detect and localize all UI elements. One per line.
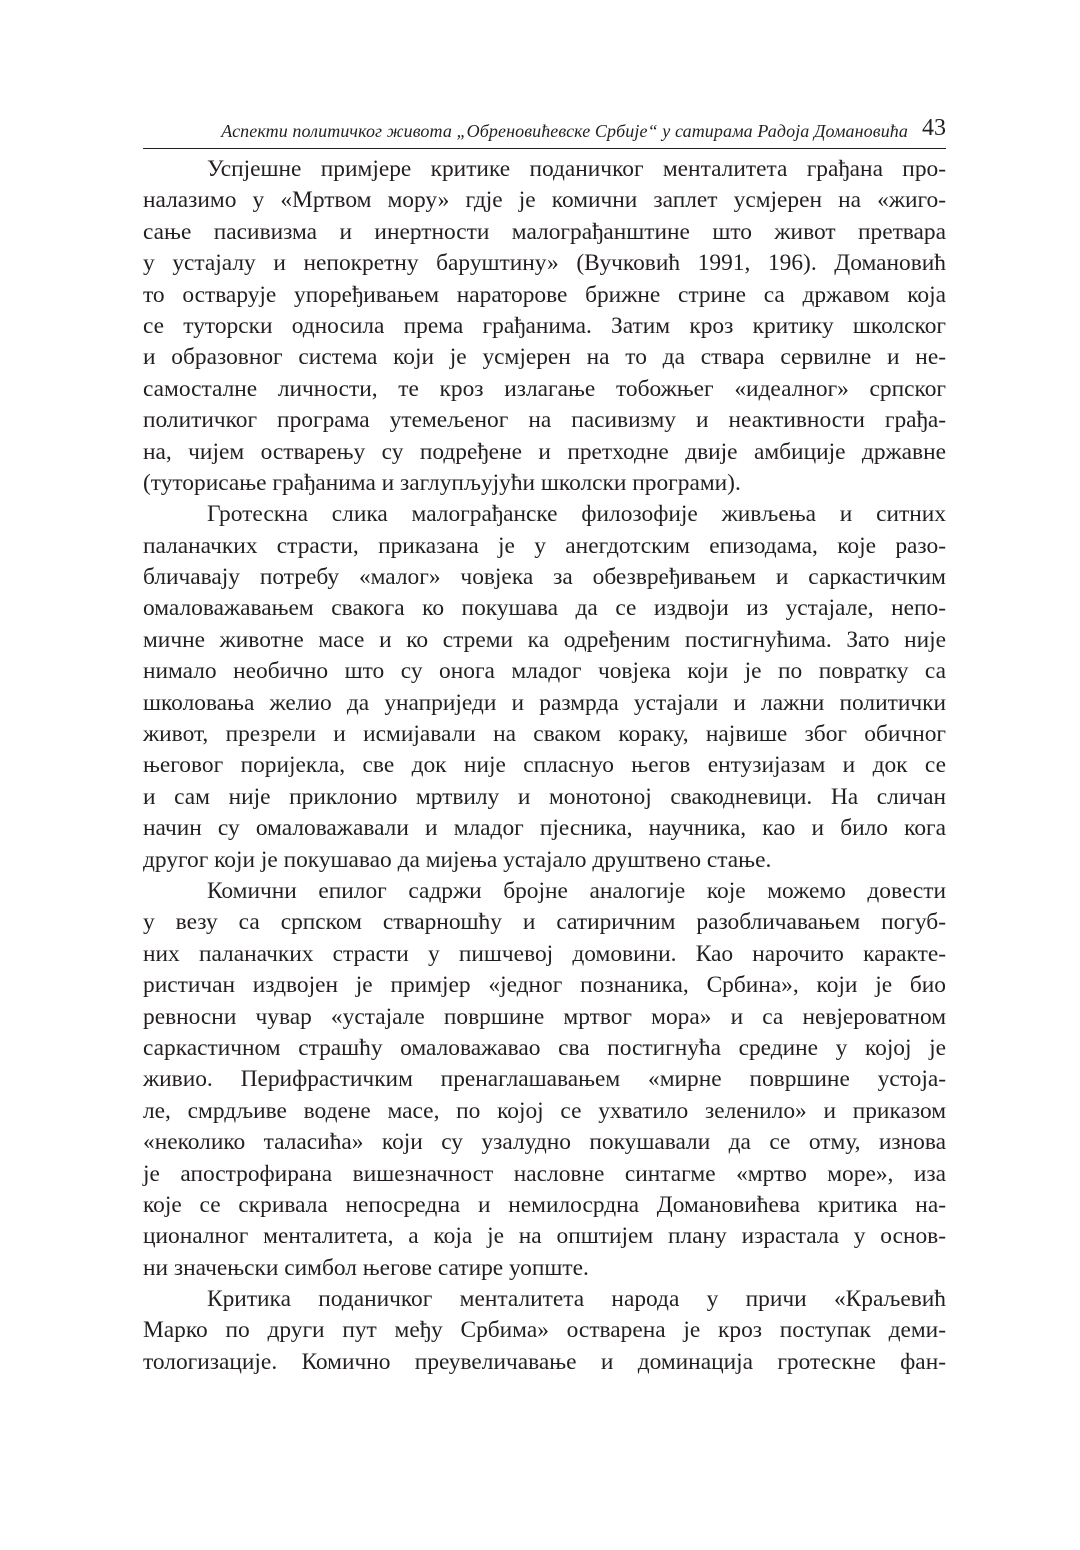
text-line: Марко по други пут међу Србима» остварена је кроз поступак деми- (143, 1317, 946, 1344)
text-line: на, чијем остварењу су подређене и претходне двије амбиције државне (143, 438, 946, 465)
text-line: његовог поријекла, све док није спласнуо његов ентузијазам и док се (143, 752, 946, 779)
text-line: то остварује упоређивањем нараторове брижне стрине са државом која (143, 281, 946, 308)
text-line: ристичан издвојен је примјер «једног познаника, Србина», који је био (143, 972, 946, 999)
text-line: ни значењски симбол његове сатире уопште. (143, 1254, 589, 1281)
paragraph-3 (143, 876, 946, 1284)
text-line: тологизације. Комично преувеличавање и доминација гротескне фан- (143, 1348, 946, 1375)
paragraph-2 (143, 499, 946, 876)
text-line: омаловажавањем свакога ко покушава да се издвоји из устајале, непо- (143, 595, 946, 622)
text-line: живио. Перифрастичким пренаглашавањем «мирне површине устоја- (143, 1066, 946, 1093)
running-header (143, 112, 946, 149)
text-line: ревносни чувар «устајале површине мртвог мора» и са невјероватном (143, 1003, 946, 1030)
text-line: (туторисање грађанима и заглупљујући школски програми). (143, 469, 741, 496)
paragraph-1 (143, 154, 946, 499)
text-line: паланачких страсти, приказана је у анегдотским епизодама, које разо- (143, 532, 946, 559)
text-line: Комични епилог садржи бројне аналогије које можемо довести (207, 877, 946, 904)
text-line: саркастичном страшћу омаловажавао сва постигнућа средине у којој је (143, 1034, 946, 1061)
text-line: налазимо у «Мртвом мору» гдје је комични заплет усмјерен на «жиго- (143, 187, 946, 214)
text-line: политичког програма утемељеног на пасивизму и неактивности грађа- (143, 407, 946, 434)
text-line: Успјешне примјере критике поданичког менталитета грађана про- (207, 156, 946, 182)
text-line: које се скривала непосредна и немилосрдна Домановићева критика на- (143, 1191, 946, 1218)
text-line: Гротескна слика малограђанске филозофије живљења и ситних (207, 501, 946, 528)
text-line: школовања желио да унаприједи и размрда устајали и лажни политички (143, 689, 946, 716)
text-line: сање пасивизма и инертности малограђанштине што живот претвара (143, 218, 946, 245)
text-line: нимало необично што су онога младог човјека који је по повратку са (143, 658, 946, 685)
text-line: у устајалу и непокретну баруштину» (Вучковић 1991, 196). Домановић (143, 250, 946, 277)
text-line: Критика поданичког менталитета народа у причи «Краљевић (207, 1286, 946, 1313)
text-line: самосталне личности, те кроз излагање тобожњег «идеалног» српског (143, 375, 946, 402)
text-line: је апострофирана вишезначност насловне синтагме «мртво море», иза (143, 1160, 946, 1187)
text-line: бличавају потребу «малог» човјека за обезвређивањем и саркастичким (143, 564, 946, 591)
paragraph-4 (143, 1284, 946, 1378)
running-title: Аспекти политичког живота „Обреновићевске Србије“ у сатирама Радоја Домановића (221, 121, 908, 141)
text-line: начин су омаловажавали и младог пјесника, научника, као и било кога (143, 815, 946, 842)
text-line: ле, смрдљиве водене масе, по којој се ухватило зеленило» и приказом (143, 1097, 946, 1124)
text-line: живот, презрели и исмијавали на сваком кораку, највише због обичног (143, 721, 946, 748)
text-line: «неколико таласића» који су узалудно покушавали да се отму, изнова (143, 1129, 946, 1156)
body-text (143, 154, 946, 1378)
text-line: мичне животне масе и ко стреми ка одређеним постигнућима. Зато није (143, 626, 946, 653)
text-line: ционалног менталитета, а која је на општијем плану израстала у основ- (143, 1223, 946, 1250)
text-line: и образовног система који је усмјерен на то да ствара сервилне и не- (143, 344, 946, 371)
text-line: и сам није приклонио мртвилу и монотоној свакодневици. На сличан (143, 783, 946, 810)
text-line: у везу са српском стварношћу и сатиричним разобличавањем погуб- (143, 909, 946, 936)
text-line: другог који је покушавао да мијења устајало друштвено стање. (143, 846, 772, 873)
text-line: се туторски односила према грађанима. Затим кроз критику школског (143, 312, 946, 339)
text-line: них паланачких страсти у пишчевој домовини. Као нарочито каракте- (143, 940, 946, 967)
page-number: 43 (922, 115, 946, 141)
